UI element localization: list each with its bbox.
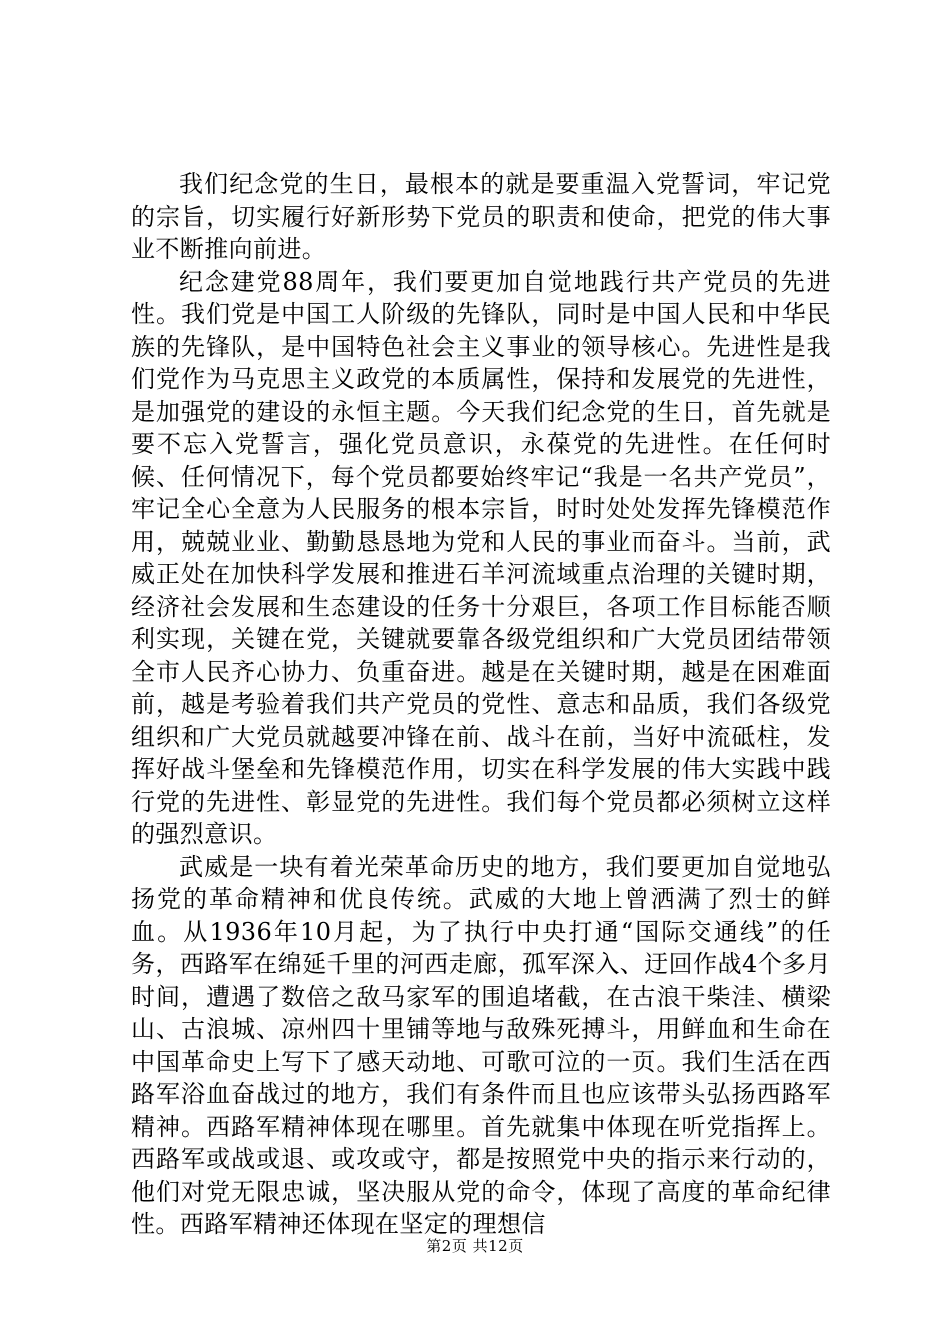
page-number-footer: 第2页 共12页 [426,1237,524,1255]
paragraph-1: 我们纪念党的生日，最根本的就是要重温入党誓词，牢记党的宗旨，切实履行好新形势下党员的职责和使命，把党的伟大事业不断推向前进。 [131,170,831,263]
paragraph-3: 武威是一块有着光荣革命历史的地方，我们要更加自觉地弘扬党的革命精神和优良传统。武威的大地上曾洒满了烈士的鲜血。从1936年10月起，为了执行中央打通“国际交通线”的任务，西路军在绵延千里的河西走廊，孤军深入、迂回作战4个多月时间，遭遇了数倍之敌马家军的围追堵截，在古浪干柴洼、横梁山、古浪城、凉州四十里铺等地与敌殊死搏斗，用鲜血和生命在中国革命史上写下了感天动地、可歌可泣的一页。我们生活在西路军浴血奋战过的地方，我们有条件而且也应该带头弘扬西路军精神。西路军精神体现在哪里。首先就集中体现在听党指挥上。西路军或战或退、或攻或守，都是按照党中央的指示来行动的，他们对党无限忠诚，坚决服从党的命令，体现了高度的革命纪律性。西路军精神还体现在坚定的理想信 [131,852,831,1238]
paragraph-2: 纪念建党88周年，我们要更加自觉地践行共产党员的先进性。我们党是中国工人阶级的先锋队，同时是中国人民和中华民族的先锋队，是中国特色社会主义事业的领导核心。先进性是我们党作为马克思主义政党的本质属性，保持和发展党的先进性，是加强党的建设的永恒主题。今天我们纪念党的生日，首先就是要不忘入党誓言，强化党员意识，永葆党的先进性。在任何时候、任何情况下，每个党员都要始终牢记“我是一名共产党员”，牢记全心全意为人民服务的根本宗旨，时时处处发挥先锋模范作用，兢兢业业、勤勤恳恳地为党和人民的事业而奋斗。当前，武威正处在加快科学发展和推进石羊河流域重点治理的关键时期，经济社会发展和生态建设的任务十分艰巨，各项工作目标能否顺利实现，关键在党，关键就要靠各级党组织和广大党员团结带领全市人民齐心协力、负重奋进。越是在关键时期，越是在困难面前，越是考验着我们共产党员的党性、意志和品质，我们各级党组织和广大党员就越要冲锋在前、战斗在前，当好中流砥柱，发挥好战斗堡垒和先锋模范作用，切实在科学发展的伟大实践中践行党的先进性、彰显党的先进性。我们每个党员都必须树立这样的强烈意识。 [131,267,831,848]
document-body [131,168,831,1241]
